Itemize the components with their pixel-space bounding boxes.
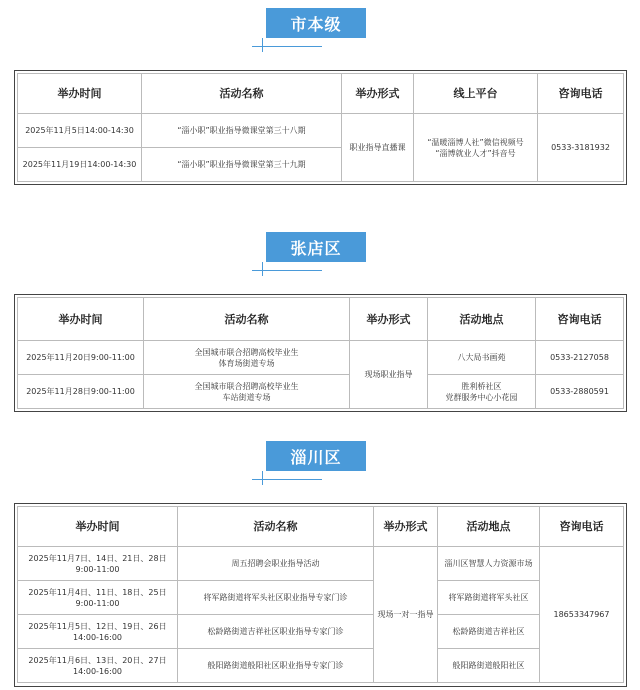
- header-form: 举办形式: [350, 298, 428, 341]
- cell-name: 松龄路街道吉祥社区职业指导专家门诊: [178, 615, 374, 649]
- header-platform: 线上平台: [414, 74, 538, 114]
- cell-place: 般阳路街道般阳社区: [438, 649, 540, 683]
- table-row: [18, 547, 624, 581]
- cell-platform: “温暖淄博人社”微信视频号 “淄博就业人才”抖音号: [414, 114, 538, 182]
- header-name: 活动名称: [178, 507, 374, 547]
- header-form: 举办形式: [342, 74, 414, 114]
- header-form: 举办形式: [374, 507, 438, 547]
- header-phone: 咨询电话: [538, 74, 624, 114]
- cell-time: 2025年11月19日14:00-14:30: [18, 148, 142, 182]
- header-place: 活动地点: [438, 507, 540, 547]
- section-title-zichuan: 淄川区: [266, 441, 366, 471]
- section-title-zhangdian: 张店区: [266, 232, 366, 262]
- cell-place: 将军路街道将军头社区: [438, 581, 540, 615]
- cell-time: 2025年11月4日、11日、18日、25日 9:00-11:00: [18, 581, 178, 615]
- header-phone: 咨询电话: [536, 298, 624, 341]
- header-name: 活动名称: [142, 74, 342, 114]
- cell-name: 全国城市联合招聘高校毕业生 车站街道专场: [144, 375, 350, 409]
- header-phone: 咨询电话: [540, 507, 624, 547]
- cell-name: 周五招聘会职业指导活动: [178, 547, 374, 581]
- cell-time: 2025年11月5日14:00-14:30: [18, 114, 142, 148]
- cell-name: 般阳路街道般阳社区职业指导专家门诊: [178, 649, 374, 683]
- table-row: [18, 649, 624, 683]
- cell-place: 松龄路街道吉祥社区: [438, 615, 540, 649]
- table-row: [18, 375, 624, 409]
- cell-name: “淄小职”职业指导微课堂第三十八期: [142, 114, 342, 148]
- header-place: 活动地点: [428, 298, 536, 341]
- header-name: 活动名称: [144, 298, 350, 341]
- title-deco-line: [262, 262, 263, 276]
- cell-time: 2025年11月20日9:00-11:00: [18, 341, 144, 375]
- cell-form: 职业指导直播课: [342, 114, 414, 182]
- cell-time: 2025年11月28日9:00-11:00: [18, 375, 144, 409]
- cell-phone: 0533-2880591: [536, 375, 624, 409]
- title-deco-line: [262, 471, 263, 485]
- cell-name: 全国城市联合招聘高校毕业生 体育场街道专场: [144, 341, 350, 375]
- table-shibenji: [17, 73, 624, 182]
- cell-place: 胜利桥社区 党群服务中心小花园: [428, 375, 536, 409]
- cell-form: 现场职业指导: [350, 341, 428, 409]
- table-zhangdian: [17, 297, 624, 409]
- cell-time: 2025年11月7日、14日、21日、28日 9:00-11:00: [18, 547, 178, 581]
- cell-phone: 0533-2127058: [536, 341, 624, 375]
- header-time: 举办时间: [18, 74, 142, 114]
- cell-form: 现场一对一指导: [374, 547, 438, 683]
- title-deco-line: [262, 38, 263, 52]
- table-row: [18, 114, 624, 148]
- table-row: [18, 615, 624, 649]
- cell-place: 八大局书画苑: [428, 341, 536, 375]
- cell-time: 2025年11月5日、12日、19日、26日 14:00-16:00: [18, 615, 178, 649]
- cell-phone: 0533-3181932: [538, 114, 624, 182]
- cell-name: 将军路街道将军头社区职业指导专家门诊: [178, 581, 374, 615]
- cell-time: 2025年11月6日、13日、20日、27日 14:00-16:00: [18, 649, 178, 683]
- cell-phone: 18653347967: [540, 547, 624, 683]
- header-time: 举办时间: [18, 298, 144, 341]
- table-row: [18, 341, 624, 375]
- cell-place: 淄川区智慧人力资源市场: [438, 547, 540, 581]
- section-title-shibenji: 市本级: [266, 8, 366, 38]
- cell-name: “淄小职”职业指导微课堂第三十九期: [142, 148, 342, 182]
- table-zichuan: [17, 506, 624, 683]
- table-row: [18, 581, 624, 615]
- header-time: 举办时间: [18, 507, 178, 547]
